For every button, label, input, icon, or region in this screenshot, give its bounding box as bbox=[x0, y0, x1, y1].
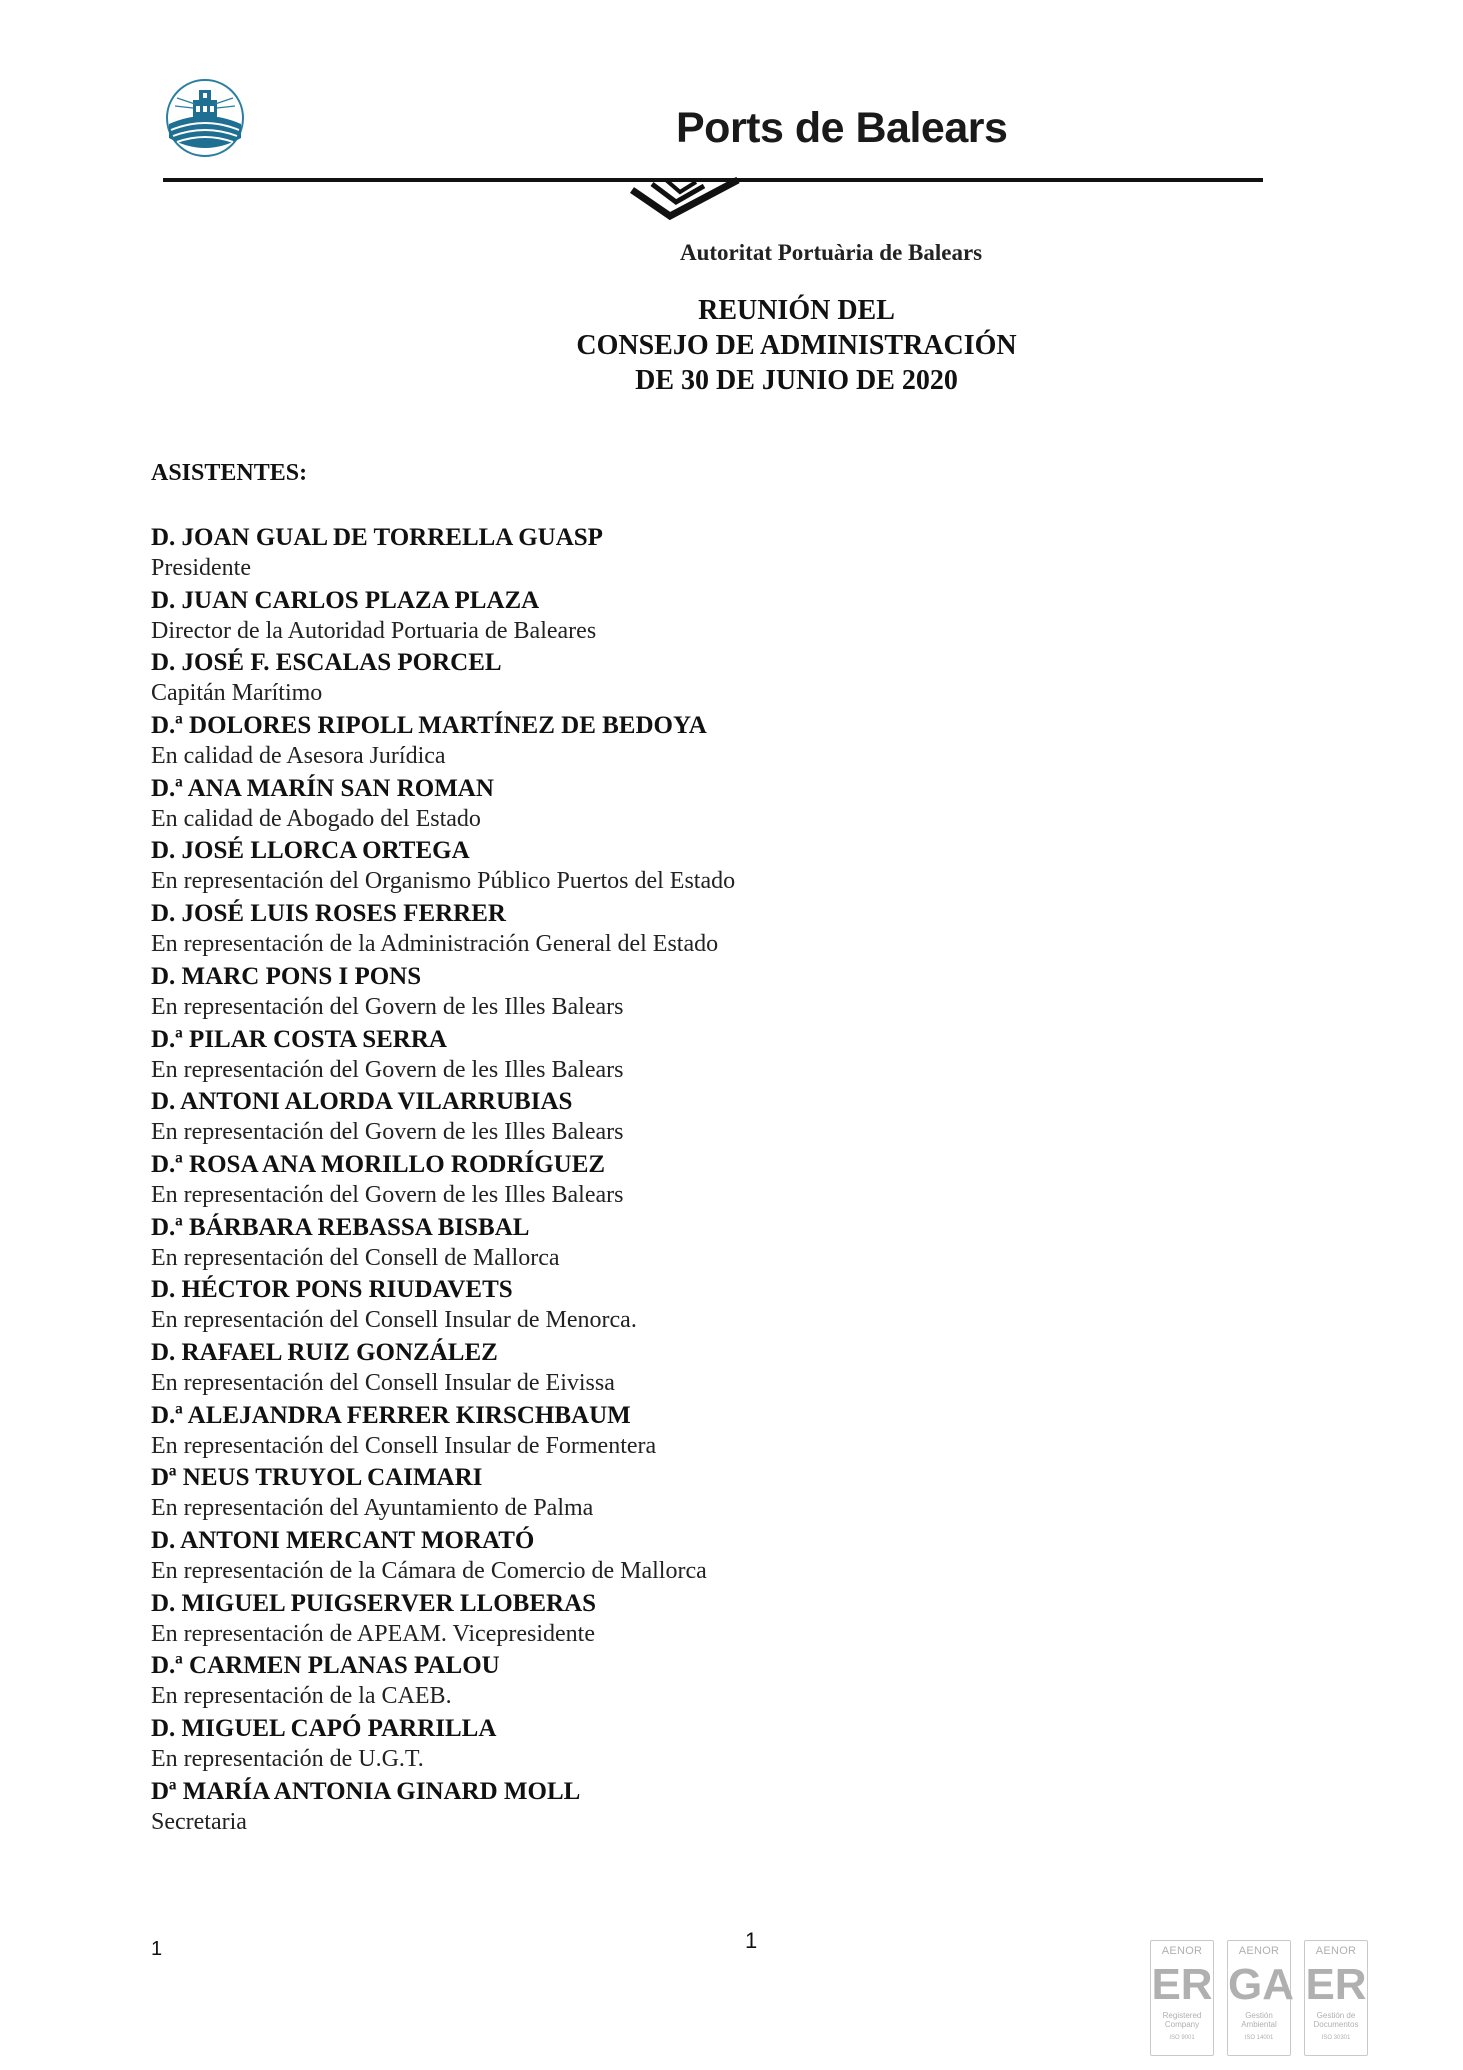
attendee-item bbox=[151, 961, 1251, 1024]
attendee-item bbox=[151, 1713, 1251, 1776]
title-line-2: CONSEJO DE ADMINISTRACIÓN bbox=[576, 330, 1017, 361]
attendee-name: Dª MARÍA ANTONIA GINARD MOLL bbox=[151, 1777, 581, 1805]
title-line-3: DE 30 DE JUNIO DE 2020 bbox=[635, 365, 958, 396]
attendee-item bbox=[151, 585, 1251, 648]
attendee-item bbox=[151, 710, 1251, 773]
cert-label: Ambiental bbox=[1241, 2020, 1277, 2029]
attendee-item bbox=[151, 1274, 1251, 1337]
attendee-role: En representación de U.G.T. bbox=[151, 1746, 424, 1773]
authority-name: Autoritat Portuària de Balears bbox=[680, 240, 983, 265]
attendee-name: D. MIGUEL CAPÓ PARRILLA bbox=[151, 1715, 497, 1743]
attendee-role: En representación del Ayuntamiento de Palma bbox=[151, 1495, 594, 1522]
attendee-role: En representación del Govern de les Illes Balears bbox=[151, 1181, 624, 1208]
attendee-name: D. ANTONI MERCANT MORATÓ bbox=[151, 1527, 535, 1554]
attendee-name: D. JUAN CARLOS PLAZA PLAZA bbox=[151, 586, 540, 614]
attendee-item bbox=[151, 773, 1251, 836]
attendee-role: En representación de APEAM. Vicepresidente bbox=[151, 1620, 595, 1647]
attendee-role: En representación de la CAEB. bbox=[151, 1683, 452, 1710]
attendee-item bbox=[151, 1776, 1251, 1839]
attendee-name: Dª NEUS TRUYOL CAIMARI bbox=[151, 1464, 483, 1492]
cert-label: Documentos bbox=[1313, 2020, 1359, 2029]
document-title bbox=[0, 293, 1463, 398]
cert-label: Gestión de bbox=[1316, 2011, 1356, 2020]
attendee-role: En representación del Consell Insular de Menorca. bbox=[151, 1307, 637, 1334]
cert-mark: ER bbox=[1151, 1960, 1213, 2009]
attendee-name: D. JOSÉ F. ESCALAS PORCEL bbox=[151, 649, 502, 677]
cert-org: AENOR bbox=[1315, 1945, 1357, 1957]
attendee-name: D. JOAN GUAL DE TORRELLA GUASP bbox=[151, 524, 603, 551]
attendee-name: D.ª CARMEN PLANAS PALOU bbox=[151, 1652, 500, 1680]
attendee-item bbox=[151, 1400, 1251, 1463]
cert-iso: ISO 14001 bbox=[1244, 2035, 1274, 2041]
attendee-item bbox=[151, 1024, 1251, 1087]
attendee-role: En representación del Organismo Público Puertos del Estado bbox=[151, 868, 736, 895]
attendee-role: Capitán Marítimo bbox=[151, 680, 323, 707]
aenor-certification-badge bbox=[1227, 1940, 1294, 2056]
attendees-list bbox=[151, 522, 1251, 1838]
attendee-name: D.ª BÁRBARA REBASSA BISBAL bbox=[151, 1213, 530, 1241]
attendee-name: D.ª ALEJANDRA FERRER KIRSCHBAUM bbox=[151, 1401, 631, 1429]
attendee-name: D.ª DOLORES RIPOLL MARTÍNEZ DE BEDOYA bbox=[151, 712, 707, 740]
attendee-name: D. ANTONI ALORDA VILARRUBIAS bbox=[151, 1088, 573, 1116]
cert-org: AENOR bbox=[1238, 1945, 1280, 1957]
attendee-name: D.ª PILAR COSTA SERRA bbox=[151, 1025, 447, 1053]
page-number-center: 1 bbox=[745, 1928, 758, 1953]
attendee-role: En representación del Govern de les Illes Balears bbox=[151, 993, 624, 1020]
attendee-name: D. RAFAEL RUIZ GONZÁLEZ bbox=[151, 1338, 498, 1366]
attendee-role: En representación del Govern de les Illes Balears bbox=[151, 1119, 624, 1146]
attendee-name: D.ª ROSA ANA MORILLO RODRÍGUEZ bbox=[151, 1150, 606, 1178]
aenor-certification-badge bbox=[1304, 1940, 1368, 2056]
brand-name: Ports de Balears bbox=[676, 104, 1008, 152]
attendee-name: D. JOSÉ LUIS ROSES FERRER bbox=[151, 900, 506, 928]
attendee-role: En representación del Consell Insular de Formentera bbox=[151, 1432, 657, 1459]
attendee-role: Director de la Autoridad Portuaria de Baleares bbox=[151, 617, 597, 644]
attendee-name: D. MIGUEL PUIGSERVER LLOBERAS bbox=[151, 1589, 597, 1617]
attendee-item bbox=[151, 1650, 1251, 1713]
attendee-role: Presidente bbox=[151, 555, 251, 581]
attendee-role: En representación del Consell de Mallorca bbox=[151, 1244, 560, 1271]
attendee-role: Secretaria bbox=[151, 1808, 247, 1835]
page-number-left: 1 bbox=[151, 1938, 163, 1960]
attendee-item bbox=[151, 1337, 1251, 1400]
attendee-name: D. HÉCTOR PONS RIUDAVETS bbox=[151, 1276, 513, 1304]
ports-de-balears-logo bbox=[165, 78, 245, 158]
attendee-item bbox=[151, 1149, 1251, 1212]
aenor-certification-badge bbox=[1150, 1940, 1214, 2056]
cert-mark: ER bbox=[1305, 1960, 1367, 2009]
attendee-item bbox=[151, 1462, 1251, 1525]
attendee-role: En representación del Govern de les Illes Balears bbox=[151, 1056, 624, 1083]
attendee-name: D.ª ANA MARÍN SAN ROMAN bbox=[151, 774, 494, 802]
certification-badges bbox=[1150, 1940, 1380, 2058]
cert-iso: ISO 30301 bbox=[1321, 2035, 1351, 2041]
attendee-role: En calidad de Asesora Jurídica bbox=[151, 743, 446, 770]
attendee-name: D. JOSÉ LLORCA ORTEGA bbox=[151, 837, 470, 865]
attendee-item bbox=[151, 1086, 1251, 1149]
attendee-role: En calidad de Abogado del Estado bbox=[151, 805, 481, 832]
attendee-item bbox=[151, 898, 1251, 961]
attendee-item bbox=[151, 522, 1251, 585]
brand-chevron-mark bbox=[630, 176, 740, 222]
attendee-name: D. MARC PONS I PONS bbox=[151, 962, 422, 990]
attendee-role: En representación de la Cámara de Comercio de Mallorca bbox=[151, 1558, 707, 1584]
cert-org: AENOR bbox=[1161, 1945, 1203, 1957]
attendee-item bbox=[151, 835, 1251, 898]
cert-label: Registered bbox=[1162, 2011, 1202, 2020]
title-line-1: REUNIÓN DEL bbox=[698, 295, 895, 326]
cert-label: Company bbox=[1164, 2020, 1200, 2029]
cert-label: Gestión bbox=[1245, 2011, 1273, 2020]
attendee-item bbox=[151, 647, 1251, 710]
cert-iso: ISO 9001 bbox=[1169, 2035, 1195, 2041]
attendee-role: En representación de la Administración General del Estado bbox=[151, 931, 719, 958]
attendee-item bbox=[151, 1525, 1251, 1588]
attendee-item bbox=[151, 1588, 1251, 1651]
attendee-item bbox=[151, 1212, 1251, 1275]
cert-mark: GA bbox=[1228, 1960, 1294, 2009]
attendee-role: En representación del Consell Insular de Eivissa bbox=[151, 1369, 615, 1396]
attendees-heading: ASISTENTES: bbox=[151, 460, 308, 486]
